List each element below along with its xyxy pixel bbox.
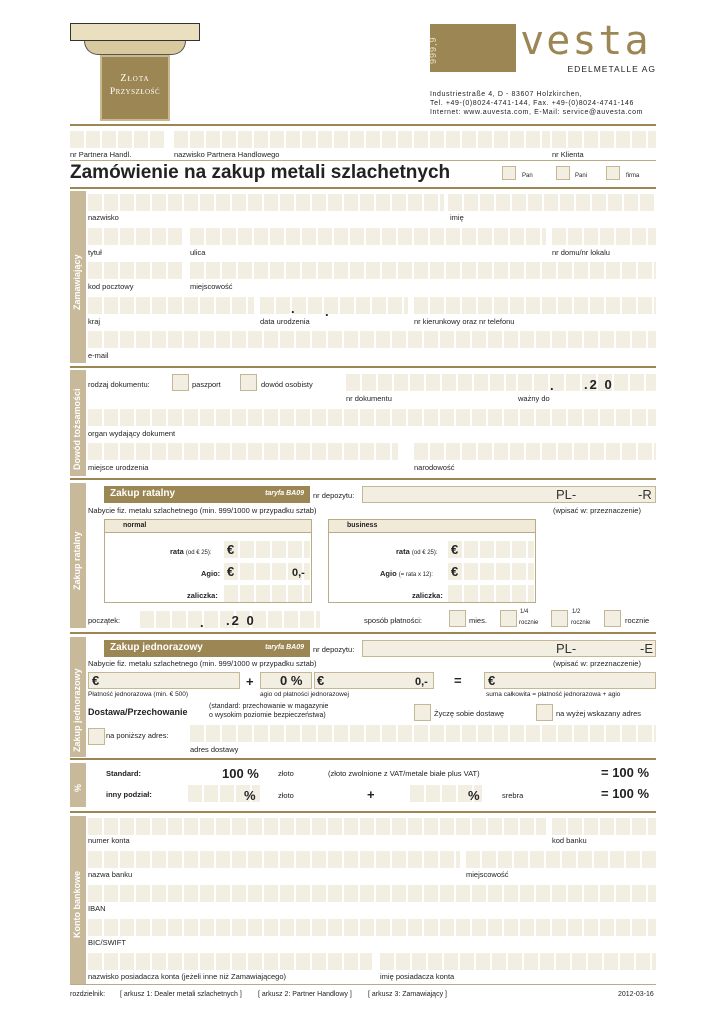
email-label: e-mail [88, 351, 109, 360]
brand-name: auvesta [468, 18, 651, 64]
id-card-label: dowód osobisty [261, 380, 313, 389]
single-tarif: taryfa BA09 [265, 644, 304, 651]
split-standard-total: = 100 % [601, 765, 650, 780]
identity-top-divider [70, 366, 656, 368]
surname-input[interactable] [88, 194, 444, 211]
bic-label: BIC/SWIFT [88, 938, 126, 947]
bank-name-input[interactable] [88, 851, 460, 868]
salutation-pan-label: Pan [522, 173, 533, 179]
delivery-below-address-checkbox[interactable] [88, 728, 105, 745]
delivery-address-input[interactable] [190, 725, 656, 742]
address-line3: Internet: www.auvesta.com, E-Mail: service@auvesta.com [430, 109, 644, 116]
house-nr-input[interactable] [552, 228, 656, 245]
brand-purity: 999,9 [428, 36, 438, 64]
single-note: Nabycie fiz. metalu szlachetnego (min. 999/1000 w przypadku sztab) [88, 659, 317, 668]
business-panel-title: business [347, 522, 378, 529]
bank-section-label: Konto bankowe [72, 871, 82, 938]
installment-tarif: taryfa BA09 [265, 490, 304, 497]
page-title: Zamówienie na zakup metali szlachetnych [70, 162, 451, 183]
client-nr-label: nr Klienta [552, 150, 584, 159]
single-payment-label: Płatność jednorazowa (min. € 500) [88, 691, 189, 698]
installment-title: Zakup ratalny [110, 488, 176, 499]
passport-label: paszport [192, 380, 221, 389]
bank-code-label: kod banku [552, 836, 587, 845]
normal-deposit-label: zaliczka: [187, 591, 218, 600]
normal-agio-value: 0,- [292, 567, 305, 579]
delivery-address-label: adres dostawy [190, 745, 239, 754]
logo-capital-top [70, 23, 200, 41]
partner-nr-input[interactable] [70, 131, 166, 148]
business-rata-euro: € [451, 542, 459, 557]
installment-pl-prefix: PL- [556, 487, 577, 502]
single-equals: = [454, 673, 462, 688]
split-silver-label: srebra [502, 791, 524, 800]
valid-until-year: .2 0 [584, 377, 614, 392]
split-gold-label: złoto [278, 769, 294, 778]
split-top-divider [70, 758, 656, 760]
start-year: .2 0 [226, 613, 256, 628]
single-agio-value: 0,- [415, 676, 428, 688]
holder-surname-label: nazwisko posiadacza konta (jeżeli inne niż Zamawiającego) [88, 972, 287, 981]
business-rata-label: rata (od € 25): [396, 547, 438, 556]
issuer-input[interactable] [88, 409, 656, 426]
doc-nr-input[interactable] [346, 374, 516, 391]
country-label: kraj [88, 317, 101, 326]
installment-r-suffix: -R [638, 487, 652, 502]
salutation-firma-checkbox[interactable] [606, 166, 620, 180]
orderer-section-label: Zamawiający [72, 254, 82, 310]
id-card-checkbox[interactable] [240, 374, 257, 391]
split-other-gold-label: złoto [278, 791, 294, 800]
surname-label: nazwisko [88, 213, 119, 222]
single-total-input[interactable] [484, 672, 656, 689]
single-payment-input[interactable] [88, 672, 240, 689]
normal-agio-label: Agio: [201, 569, 221, 578]
address-line1: Industriestraße 4, D - 83607 Holzkirchen, [430, 91, 583, 98]
bank-code-input[interactable] [552, 818, 656, 835]
split-plus: + [367, 787, 375, 802]
single-note-right: (wpisać w: przeznaczenie) [553, 659, 641, 668]
business-deposit-input[interactable] [448, 585, 534, 602]
single-section-label: Zakup jednorazowy [72, 668, 82, 752]
postcode-input[interactable] [88, 262, 184, 279]
email-input[interactable] [88, 331, 656, 348]
footer-distribution-label: rozdzielnik: [70, 991, 106, 998]
iban-input[interactable] [88, 885, 656, 902]
client-nr-input[interactable] [552, 131, 656, 148]
salutation-pani-checkbox[interactable] [556, 166, 570, 180]
partner-nr-label: nr Partnera Handl. [70, 150, 132, 159]
footer-sheet2: [ arkusz 2: Partner Handlowy ] [258, 991, 352, 998]
split-section-label: % [73, 783, 83, 792]
nationality-input[interactable] [414, 443, 656, 460]
header-divider [70, 124, 656, 126]
orderer-top-divider [70, 187, 656, 189]
address-block [430, 90, 643, 117]
normal-rata-label: rata (od € 25): [170, 547, 212, 556]
business-rata-input[interactable] [448, 541, 534, 558]
single-payment-euro: € [92, 673, 100, 688]
single-depot-input[interactable] [362, 640, 656, 657]
bank-name-label: nazwa banku [88, 870, 133, 879]
quarterly-checkbox[interactable] [500, 610, 517, 627]
single-agio-pct: 0 % [280, 673, 303, 688]
postcode-label: kod pocztowy [88, 282, 134, 291]
holder-surname-input[interactable] [88, 953, 372, 970]
split-standard-value: 100 % [222, 766, 259, 781]
single-agio-label: agio od płatności jednorazowej [260, 691, 349, 698]
normal-rata-euro: € [227, 542, 235, 557]
nationality-label: narodowość [414, 463, 455, 472]
street-input[interactable] [190, 228, 546, 245]
holder-firstname-input[interactable] [380, 953, 656, 970]
zlota-przyszlosc-logo [70, 23, 200, 121]
firstname-input[interactable] [448, 194, 656, 211]
split-gold-note: (złoto zwolnione z VAT/metale białe plus VAT) [328, 769, 480, 778]
installment-depot-input[interactable] [362, 486, 656, 503]
footer-divider [70, 984, 656, 985]
start-dot: . [200, 615, 204, 630]
bic-input[interactable] [88, 919, 656, 936]
split-gold-pct-sign: % [244, 788, 256, 803]
identity-section-label: Dowód tożsamości [72, 388, 82, 470]
delivery-title: Dostawa/Przechowanie [88, 707, 188, 717]
bank-city-input[interactable] [466, 851, 656, 868]
address-line2: Tel. +49-(0)8024-4741-144, Fax. +49-(0)8024-4741-146 [430, 100, 634, 107]
start-label: początek: [88, 616, 121, 625]
yearly-checkbox[interactable] [604, 610, 621, 627]
normal-deposit-input[interactable] [224, 585, 310, 602]
logo-capital-neck [84, 41, 186, 55]
installment-note-right: (wpisać w: przeznaczenie) [553, 506, 641, 515]
birthplace-label: miejsce urodzenia [88, 463, 149, 472]
brand-subtitle: EDELMETALLE AG [567, 64, 656, 74]
installment-depot-label: nr depozytu: [313, 491, 355, 500]
single-e-suffix: -E [640, 641, 653, 656]
business-agio-euro: € [451, 564, 459, 579]
logo-plaque [100, 55, 170, 121]
title-label: tytuł [88, 248, 102, 257]
semiannual-fraction: 1/2 [572, 609, 581, 615]
single-total-label: suma całkowita = płatność jednorazowa + agio [486, 691, 621, 698]
installment-header [104, 486, 310, 503]
business-agio-label: Agio (= rata x 12): [380, 569, 433, 578]
monthly-label: mies. [469, 616, 487, 625]
birthplace-input[interactable] [88, 443, 398, 460]
installment-note: Nabycie fiz. metalu szlachetnego (min. 999/1000 w przypadku sztab) [88, 506, 317, 515]
holder-firstname-label: imię posiadacza konta [380, 972, 455, 981]
single-top-divider [70, 632, 656, 634]
account-nr-label: numer konta [88, 836, 130, 845]
single-plus: + [246, 674, 254, 689]
salutation-firma-label: firma [626, 173, 640, 179]
semiannual-checkbox[interactable] [551, 610, 568, 627]
single-agio-euro: € [317, 673, 325, 688]
firstname-label: imię [450, 213, 464, 222]
city-label: miejscowość [190, 282, 233, 291]
delivery-wish-label: Życzę sobie dostawę [434, 709, 505, 718]
split-other-total: = 100 % [601, 786, 650, 801]
house-nr-label: nr domu/nr lokalu [552, 248, 610, 257]
issuer-label: organ wydający dokument [88, 429, 176, 438]
split-other-label: inny podział: [106, 790, 152, 799]
business-deposit-label: zaliczka: [412, 591, 443, 600]
salutation-pani-label: Pani [575, 173, 588, 179]
delivery-wish-checkbox[interactable] [414, 704, 431, 721]
footer-date: 2012-03-16 [618, 991, 654, 998]
birthdate-label: data urodzenia [260, 317, 310, 326]
normal-rata-input[interactable] [224, 541, 310, 558]
yearly-label: rocznie [625, 616, 650, 625]
bank-top-divider [70, 811, 656, 813]
street-label: ulica [190, 248, 206, 257]
delivery-above-address-label: na wyżej wskazany adres [556, 709, 642, 718]
title-input[interactable] [88, 228, 184, 245]
quarterly-label: rocznie [519, 620, 539, 626]
country-input[interactable] [88, 297, 254, 314]
birthdate-dot2: . [325, 304, 329, 319]
normal-agio-euro: € [227, 564, 235, 579]
phone-label: nr kierunkowy oraz nr telefonu [414, 317, 515, 326]
single-depot-label: nr depozytu: [313, 645, 355, 654]
doc-nr-label: nr dokumentu [346, 394, 392, 403]
partner-name-input[interactable] [174, 131, 550, 148]
footer-sheet1: [ arkusz 1: Dealer metali szlachetnych ] [120, 991, 242, 998]
installment-top-divider [70, 478, 656, 480]
monthly-checkbox[interactable] [449, 610, 466, 627]
account-nr-input[interactable] [88, 818, 546, 835]
single-pl-prefix: PL- [556, 641, 577, 656]
valid-until-dot: . [550, 378, 554, 393]
delivery-above-address-checkbox[interactable] [536, 704, 553, 721]
partner-name-label: nazwisko Partnera Handlowego [174, 150, 280, 159]
logo-line2: Przyszłość [109, 87, 161, 97]
valid-until-label: ważny do [518, 394, 550, 403]
single-title: Zakup jednorazowy [110, 642, 203, 653]
city-input[interactable] [190, 262, 656, 279]
installment-section-label: Zakup ratalny [72, 531, 82, 590]
title-divider [70, 160, 656, 161]
business-agio-input[interactable] [448, 563, 534, 580]
delivery-standard-note2: o wysokim poziomie bezpieczeństwa) [209, 712, 326, 719]
delivery-below-address-label: na poniższy adres: [106, 731, 169, 740]
quarterly-fraction: 1/4 [520, 609, 529, 615]
split-silver-pct-sign: % [468, 788, 480, 803]
doc-type-label: rodzaj dokumentu: [88, 380, 150, 389]
passport-checkbox[interactable] [172, 374, 189, 391]
delivery-standard-note1: (standard: przechowanie w magazynie [209, 703, 329, 710]
single-header [104, 640, 310, 657]
normal-panel-title: normal [123, 522, 147, 529]
logo-line1: Złota [120, 73, 150, 84]
iban-label: IBAN [88, 904, 106, 913]
phone-input[interactable] [414, 297, 656, 314]
split-standard-label: Standard: [106, 769, 142, 778]
birthdate-input[interactable] [260, 297, 408, 314]
salutation-pan-checkbox[interactable] [502, 166, 516, 180]
semiannual-label: rocznie [571, 620, 591, 626]
bank-city-label: miejscowość [466, 870, 509, 879]
single-total-euro: € [488, 673, 496, 688]
footer-sheet3: [ arkusz 3: Zamawiający ] [368, 991, 447, 998]
payment-method-label: sposób płatności: [364, 616, 422, 625]
auvesta-brand [428, 18, 656, 76]
birthdate-dot1: . [291, 301, 295, 316]
